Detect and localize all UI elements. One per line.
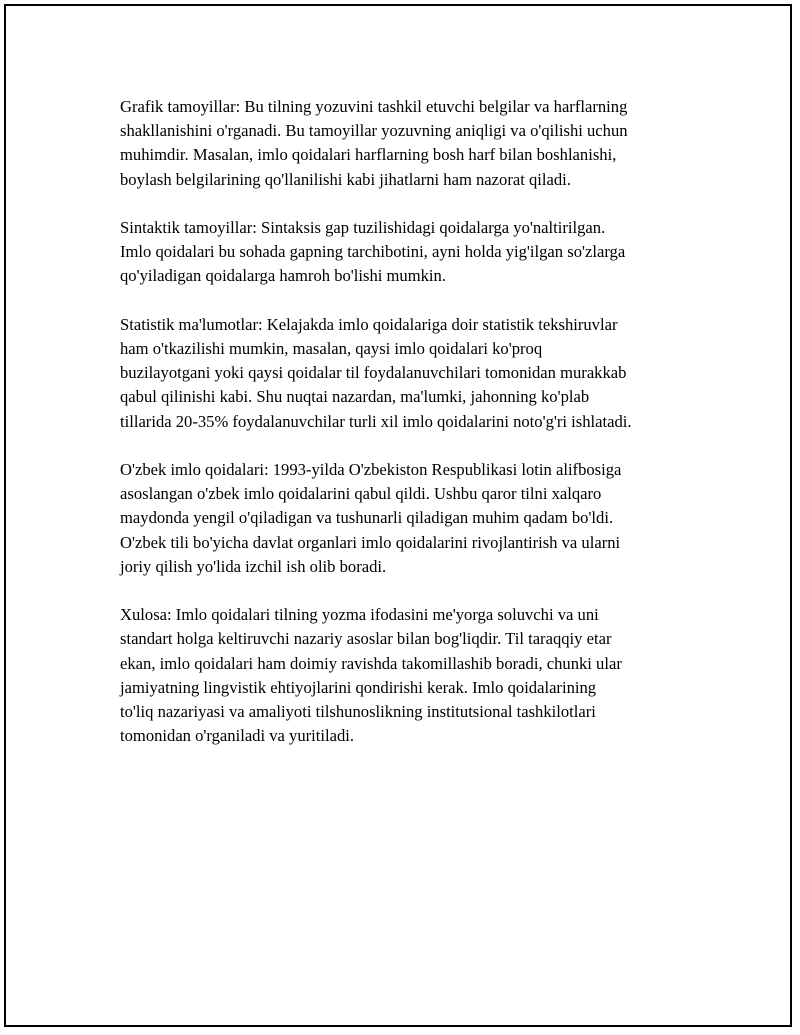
text-line: tillarida 20-35% foydalanuvchilar turli xil imlo qoidalarini noto'g'ri ishlatadi.	[120, 411, 632, 431]
text-line: shakllanishini o'rganadi. Bu tamoyillar yozuvning aniqligi va o'qilishi uchun	[120, 121, 628, 141]
text-line: qabul qilinishi kabi. Shu nuqtai nazardan, ma'lumki, jahonning ko'plab	[120, 387, 590, 407]
document-body	[120, 95, 700, 773]
paragraph-statistik-malumotlar	[120, 313, 700, 434]
text-line: asoslangan o'zbek imlo qoidalarini qabul qildi. Ushbu qaror tilni xalqaro	[120, 484, 602, 504]
paragraph-sintaktik-tamoyillar	[120, 216, 700, 289]
text-line: standart holga keltiruvchi nazariy asoslar bilan bog'liqdir. Til taraqqiy etar	[120, 629, 612, 649]
text-line: joriy qilish yo'lida izchil ish olib boradi.	[120, 556, 387, 576]
text-line: muhimdir. Masalan, imlo qoidalari harflarning bosh harf bilan boshlanishi,	[120, 145, 617, 165]
text-line: Sintaktik tamoyillar: Sintaksis gap tuzilishidagi qoidalarga yo'naltirilgan.	[120, 218, 606, 237]
text-line: O'zbek tili bo'yicha davlat organlari imlo qoidalarini rivojlantirish va ularni	[120, 532, 621, 552]
paragraph-grafik-tamoyillar	[120, 95, 700, 192]
text-line: maydonda yengil o'qiladigan va tushunarli qiladigan muhim qadam bo'ldi.	[120, 508, 614, 528]
text-line: Grafik tamoyillar: Bu tilning yozuvini tashkil etuvchi belgilar va harflarning	[120, 97, 628, 116]
text-line: ham o'tkazilishi mumkin, masalan, qaysi imlo qoidalari ko'proq	[120, 339, 543, 358]
text-line: to'liq nazariyasi va amaliyoti tilshunoslikning institutsional tashkilotlari	[120, 702, 596, 722]
text-line: jamiyatning lingvistik ehtiyojlarini qondirishi kerak. Imlo qoidalarining	[120, 677, 597, 697]
paragraph-ozbek-imlo-qoidalari	[120, 458, 700, 579]
text-line: ekan, imlo qoidalari ham doimiy ravishda takomillashib boradi, chunki ular	[120, 653, 622, 673]
text-line: Xulosa: Imlo qoidalari tilning yozma ifodasini me'yorga soluvchi va uni	[120, 605, 599, 625]
text-line: Statistik ma'lumotlar: Kelajakda imlo qoidalariga doir statistik tekshiruvlar	[120, 314, 618, 334]
text-line: tomonidan o'rganiladi va yuritiladi.	[120, 726, 355, 746]
text-line: buzilayotgani yoki qaysi qoidalar til foydalanuvchilari tomonidan murakkab	[120, 363, 627, 383]
text-line: O'zbek imlo qoidalari: 1993-yilda O'zbekiston Respublikasi lotin alifbosiga	[120, 460, 622, 479]
document-page	[4, 4, 792, 1027]
paragraph-xulosa	[120, 603, 700, 748]
text-line: boylash belgilarining qo'llanilishi kabi jihatlarni ham nazorat qiladi.	[120, 169, 571, 189]
text-line: qo'yiladigan qoidalarga hamroh bo'lishi mumkin.	[120, 266, 446, 286]
text-line: Imlo qoidalari bu sohada gapning tarchibotini, ayni holda yig'ilgan so'zlarga	[120, 242, 626, 262]
